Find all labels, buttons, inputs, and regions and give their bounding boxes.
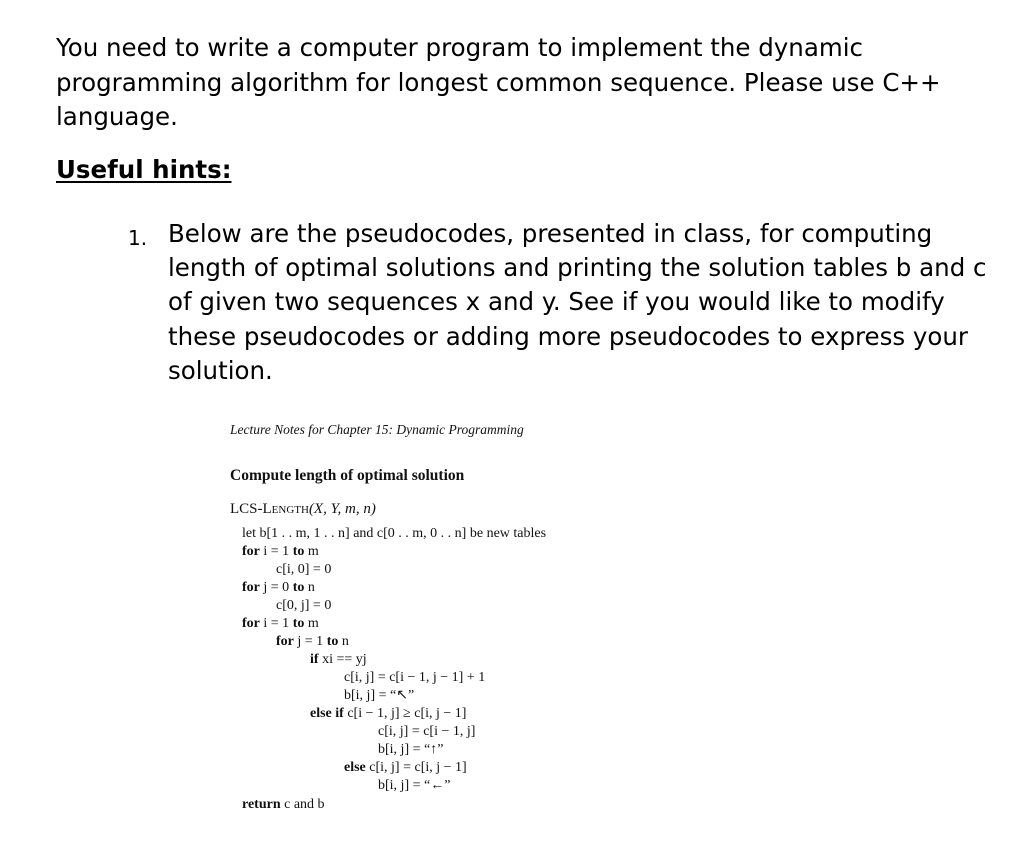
- code-line: for j = 0 to n: [242, 580, 315, 595]
- intro-paragraph: You need to write a computer program to implement the dynamic programming algorithm for longest common sequence. Please use C++ language.: [56, 33, 941, 131]
- code-line: let b[1 . . m, 1 . . n] and c[0 . . m, 0 . . n] be new tables: [242, 526, 547, 541]
- code-line: for i = 1 to m: [242, 616, 319, 631]
- code-line: for j = 1 to n: [276, 634, 349, 649]
- code-line: if xi == yj: [310, 652, 367, 667]
- list-item-number: 1.: [128, 226, 148, 250]
- code-line: else if c[i − 1, j] ≥ c[i, j − 1]: [310, 706, 467, 721]
- code-line: return c and b: [242, 797, 325, 812]
- code-line: for i = 1 to m: [242, 544, 319, 559]
- code-line: b[i, j] = “←”: [378, 778, 451, 793]
- list-item-text: Below are the pseudocodes, presented in class, for computing length of optimal solutions and printing the solution tables b and c of given two sequences x and y. See if you would like to modify these pseudocodes or adding more pseudocodes to express your solution.: [168, 219, 987, 385]
- useful-hints-heading: Useful hints:: [56, 155, 232, 184]
- code-line: else c[i, j] = c[i, j − 1]: [344, 760, 467, 775]
- code-line: c[i, j] = c[i − 1, j]: [378, 724, 476, 739]
- code-line: c[i, j] = c[i − 1, j − 1] + 1: [344, 670, 486, 685]
- procedure-args: (X, Y, m, n): [308, 501, 376, 517]
- procedure-name: LCS-Length: [230, 501, 309, 517]
- notes-header: Lecture Notes for Chapter 15: Dynamic Programming: [230, 422, 524, 437]
- code-line: c[0, j] = 0: [276, 598, 332, 613]
- code-line: b[i, j] = “↖”: [344, 688, 415, 703]
- list-item: [128, 217, 1008, 388]
- procedure-signature: [230, 501, 376, 518]
- notes-section-title: Compute length of optimal solution: [230, 467, 465, 484]
- code-line: b[i, j] = “↑”: [378, 742, 444, 757]
- hints-list: [128, 217, 1008, 388]
- code-line: c[i, 0] = 0: [276, 562, 332, 577]
